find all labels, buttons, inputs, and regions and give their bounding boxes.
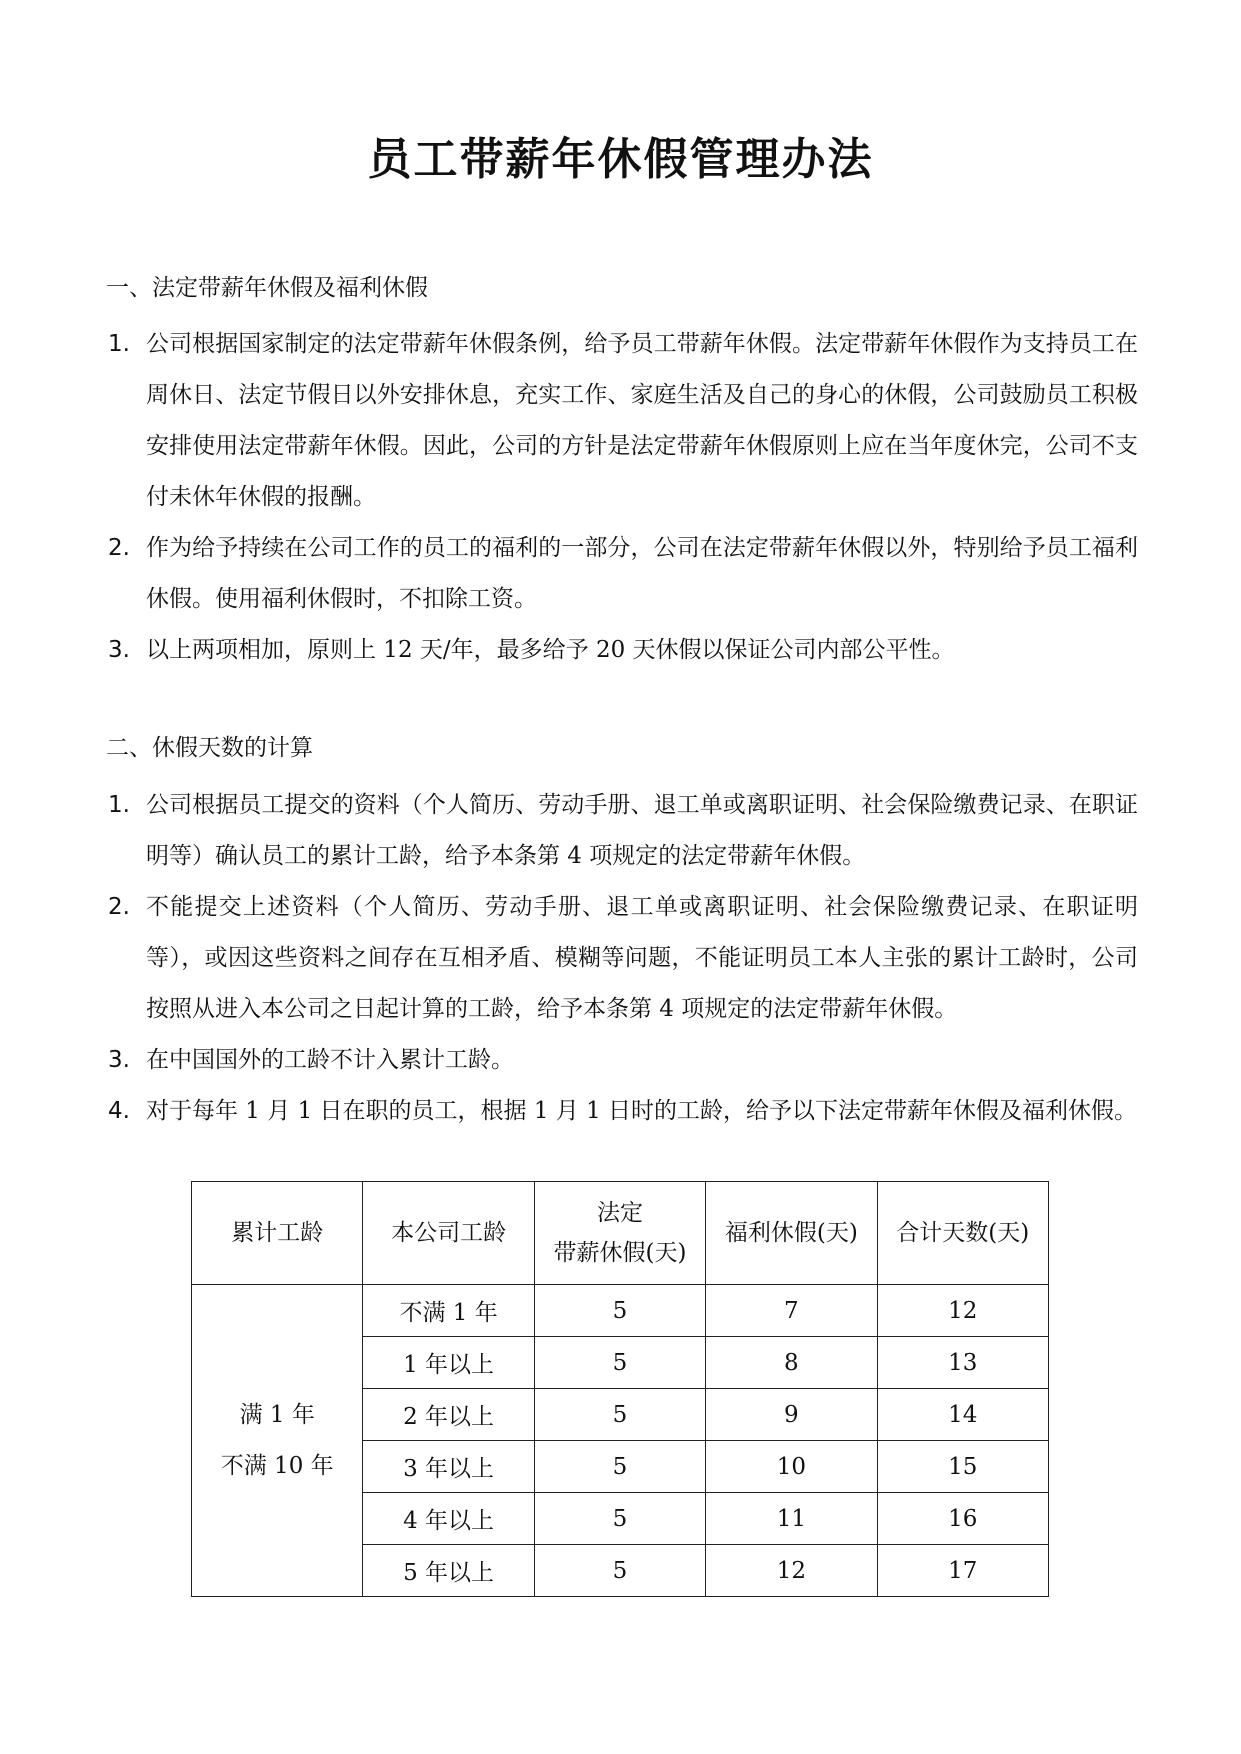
cell-welfare: 10 <box>706 1441 877 1493</box>
cell-welfare: 11 <box>706 1493 877 1545</box>
cell-company-service: 1 年以上 <box>363 1337 534 1389</box>
cell-total: 15 <box>877 1441 1048 1493</box>
cell-total: 14 <box>877 1389 1048 1441</box>
document-title: 员工带薪年休假管理办法 <box>367 134 874 185</box>
cell-welfare: 9 <box>706 1389 877 1441</box>
item-text: 作为给予持续在公司工作的员工的福利的一部分，公司在法定带薪年休假以外，特别给予员工福利休假。使用福利休假时，不扣除工资。 <box>146 535 1138 612</box>
item-text: 在中国国外的工龄不计入累计工龄。 <box>146 1047 514 1073</box>
group-line1: 满 1 年 <box>239 1401 315 1428</box>
cell-welfare: 7 <box>706 1285 877 1337</box>
header-statutory-leave <box>534 1182 705 1285</box>
list-item <box>106 1035 1138 1086</box>
list-item <box>106 1086 1138 1137</box>
list-item <box>106 882 1138 1035</box>
item-number: 1. <box>108 331 130 357</box>
cell-welfare: 12 <box>706 1545 877 1597</box>
item-number: 4. <box>108 1098 130 1124</box>
cell-company-service: 2 年以上 <box>363 1389 534 1441</box>
cell-company-service: 4 年以上 <box>363 1493 534 1545</box>
item-number: 2. <box>108 535 130 561</box>
item-number: 1. <box>108 792 130 818</box>
header-total-days: 合计天数(天) <box>877 1182 1048 1285</box>
cell-statutory: 5 <box>534 1441 705 1493</box>
item-text: 公司根据国家制定的法定带薪年休假条例，给予员工带薪年休假。法定带薪年休假作为支持员工在周休日、法定节假日以外安排休息，充实工作、家庭生活及自己的身心的休假，公司鼓励员工积极安排使用法定带薪年休假。因此，公司的方针是法定带薪年休假原则上应在当年度休完，公司不支付未休年休假的报酬。 <box>146 331 1138 510</box>
item-number: 3. <box>108 637 130 663</box>
cell-total: 16 <box>877 1493 1048 1545</box>
item-text: 不能提交上述资料（个人简历、劳动手册、退工单或离职证明、社会保险缴费记录、在职证明等），或因这些资料之间存在互相矛盾、模糊等问题，不能证明员工本人主张的累计工龄时，公司按照从进入本公司之日起计算的工龄，给予本条第 4 项规定的法定带薪年休假。 <box>146 894 1138 1022</box>
header-cumulative-service: 累计工龄 <box>192 1182 363 1285</box>
cell-company-service: 不满 1 年 <box>363 1285 534 1337</box>
cell-statutory: 5 <box>534 1493 705 1545</box>
cell-statutory: 5 <box>534 1337 705 1389</box>
list-item <box>106 319 1138 523</box>
header-statutory-line1: 法定 <box>596 1200 643 1226</box>
cell-total: 17 <box>877 1545 1048 1597</box>
cell-company-service: 5 年以上 <box>363 1545 534 1597</box>
cell-welfare: 8 <box>706 1337 877 1389</box>
item-text: 公司根据员工提交的资料（个人简历、劳动手册、退工单或离职证明、社会保险缴费记录、在职证明等）确认员工的累计工龄，给予本条第 4 项规定的法定带薪年休假。 <box>146 792 1138 869</box>
item-text: 以上两项相加，原则上 12 天/年，最多给予 20 天休假以保证公司内部公平性。 <box>146 637 955 663</box>
section-heading-2: 二、休假天数的计算 <box>106 735 313 761</box>
list-item <box>106 780 1138 882</box>
header-company-service: 本公司工龄 <box>363 1182 534 1285</box>
cell-statutory: 5 <box>534 1285 705 1337</box>
item-number: 2. <box>108 894 130 920</box>
table-row <box>192 1285 1049 1337</box>
section-2-list <box>106 780 1138 1137</box>
group-cell <box>192 1285 363 1597</box>
table-header-row <box>192 1182 1049 1285</box>
cell-statutory: 5 <box>534 1389 705 1441</box>
list-item <box>106 523 1138 625</box>
item-text: 对于每年 1 月 1 日在职的员工，根据 1 月 1 日时的工龄，给予以下法定带薪年休假及福利休假。 <box>146 1098 1138 1124</box>
header-welfare-leave: 福利休假(天) <box>706 1182 877 1285</box>
cell-statutory: 5 <box>534 1545 705 1597</box>
item-number: 3. <box>108 1047 130 1073</box>
list-item <box>106 625 1138 676</box>
cell-total: 13 <box>877 1337 1048 1389</box>
group-line2: 不满 10 年 <box>220 1452 334 1479</box>
header-statutory-line2: 带薪休假(天) <box>553 1240 687 1266</box>
section-1-list <box>106 319 1138 676</box>
section-heading-1: 一、法定带薪年休假及福利休假 <box>106 275 428 301</box>
cell-total: 12 <box>877 1285 1048 1337</box>
leave-days-table <box>191 1181 1049 1597</box>
cell-company-service: 3 年以上 <box>363 1441 534 1493</box>
